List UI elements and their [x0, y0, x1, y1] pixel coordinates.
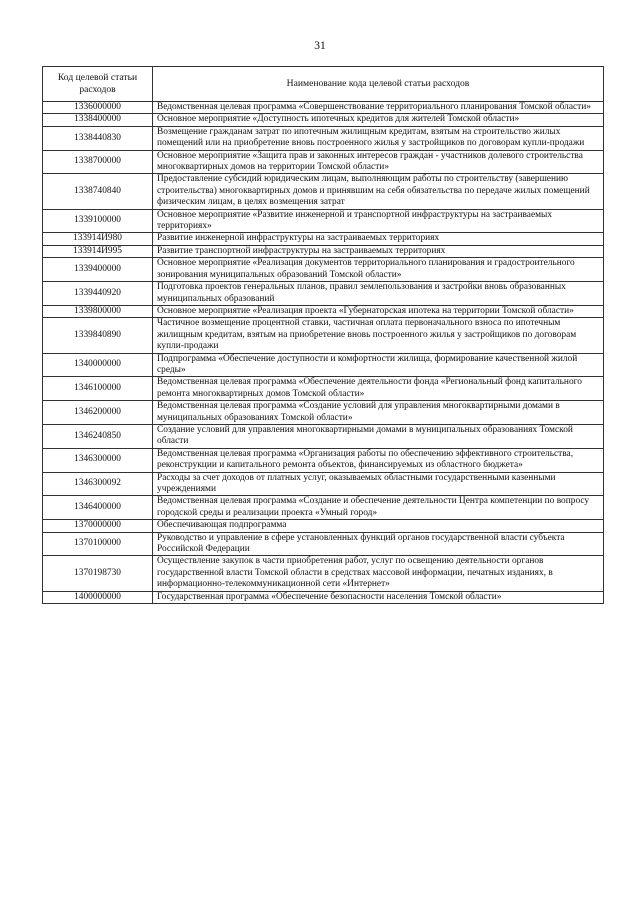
row-code: 1370198730 [43, 556, 153, 591]
row-name: Обеспечивающая подпрограмма [153, 520, 604, 532]
row-code: 1339440920 [43, 282, 153, 306]
table-row [43, 114, 604, 126]
row-name: Ведомственная целевая программа «Создание условий для управления многоквартирными домами в муниципальных образованиях Томской области» [153, 401, 604, 425]
target-expense-codes-table [42, 66, 604, 604]
row-name: Основное мероприятие «Защита прав и законных интересов граждан - участников долевого строительства многоквартирных домов на территории Томской области» [153, 150, 604, 174]
table-row [43, 209, 604, 233]
row-code: 1340000000 [43, 353, 153, 377]
row-code: 1339100000 [43, 209, 153, 233]
row-code: 1338700000 [43, 150, 153, 174]
row-name: Основное мероприятие «Развитие инженерной и транспортной инфраструктуры на застраиваемых территориях» [153, 209, 604, 233]
table-row [43, 305, 604, 317]
row-code: 133914И995 [43, 245, 153, 257]
table-row [43, 318, 604, 353]
row-name: Предоставление субсидий юридическим лицам, выполняющим работы по строительству (завершению строительства) многоквартирных домов и принявшим на себя обязательства по передаче жилых помещений физическим лицам, в целях возмещения затрат [153, 174, 604, 209]
table-row [43, 282, 604, 306]
row-name: Расходы за счет доходов от платных услуг, оказываемых областными государственными казенными учреждениями [153, 472, 604, 496]
row-code: 1338740840 [43, 174, 153, 209]
table-row [43, 258, 604, 282]
row-name: Частичное возмещение процентной ставки, частичная оплата первоначального взноса по ипотечным жилищным кредитам, взятым на приобретение вновь построенного жилья у застройщиков по договорам купли-продажи [153, 318, 604, 353]
table-row [43, 102, 604, 114]
table-row [43, 424, 604, 448]
row-code: 1370100000 [43, 532, 153, 556]
row-code: 133914И980 [43, 233, 153, 245]
row-code: 1336000000 [43, 102, 153, 114]
row-code: 1346400000 [43, 496, 153, 520]
table-row [43, 448, 604, 472]
row-name: Основное мероприятие «Реализация проекта «Губернаторская ипотека на территории Томской области» [153, 305, 604, 317]
header-name: Наименование кода целевой статьи расходов [153, 67, 604, 102]
row-code: 1370000000 [43, 520, 153, 532]
row-name: Подготовка проектов генеральных планов, правил землепользования и застройки вновь образованных муниципальных образований [153, 282, 604, 306]
row-code: 1346100000 [43, 377, 153, 401]
page-number: 31 [314, 40, 326, 52]
table-row [43, 591, 604, 603]
row-name: Возмещение гражданам затрат по ипотечным жилищным кредитам, взятым на строительство жилых помещений или на приобретение вновь построенного жилья у застройщиков по договорам купли-продажи [153, 126, 604, 150]
row-name: Основное мероприятие «Реализация документов территориального планирования и градостроительного зонирования муниципальных образований Томской области» [153, 258, 604, 282]
row-code: 1346240850 [43, 424, 153, 448]
header-code: Код целевой статьи расходов [43, 67, 153, 102]
row-name: Государственная программа «Обеспечение безопасности населения Томской области» [153, 591, 604, 603]
row-code: 1400000000 [43, 591, 153, 603]
table-row [43, 126, 604, 150]
row-name: Осуществление закупок в части приобретения работ, услуг по освещению деятельности органов государственной власти Томской области в средствах массовой информации, печатных изданиях, в информационно-телекоммуникационной сети «Интернет» [153, 556, 604, 591]
row-name: Подпрограмма «Обеспечение доступности и комфортности жилища, формирование качественной жилой среды» [153, 353, 604, 377]
row-name: Создание условий для управления многоквартирными домами в муниципальных образованиях Томской области [153, 424, 604, 448]
row-name: Развитие инженерной инфраструктуры на застраиваемых территориях [153, 233, 604, 245]
row-name: Ведомственная целевая программа «Создание и обеспечение деятельности Центра компетенции по вопросу городской среды и реализации проекта «Умный город» [153, 496, 604, 520]
row-code: 1346200000 [43, 401, 153, 425]
row-code: 1338400000 [43, 114, 153, 126]
table-row [43, 353, 604, 377]
table-row [43, 556, 604, 591]
table-row [43, 150, 604, 174]
table-row [43, 377, 604, 401]
table-row [43, 174, 604, 209]
row-code: 1339800000 [43, 305, 153, 317]
table-row [43, 532, 604, 556]
row-code: 1339400000 [43, 258, 153, 282]
row-name: Развитие транспортной инфраструктуры на застраиваемых территориях [153, 245, 604, 257]
table-row [43, 520, 604, 532]
row-name: Руководство и управление в сфере установленных функций органов государственной власти субъекта Российской Федерации [153, 532, 604, 556]
table-row [43, 245, 604, 257]
table-header-row [43, 67, 604, 102]
row-code: 1338440830 [43, 126, 153, 150]
row-code: 1339840890 [43, 318, 153, 353]
row-name: Ведомственная целевая программа «Обеспечение деятельности фонда «Региональный фонд капитального ремонта многоквартирных домов Томской области» [153, 377, 604, 401]
row-name: Ведомственная целевая программа «Совершенствование территориального планирования Томской области» [153, 102, 604, 114]
table-row [43, 496, 604, 520]
table-row [43, 401, 604, 425]
row-code: 1346300000 [43, 448, 153, 472]
table-row [43, 233, 604, 245]
table-row [43, 472, 604, 496]
row-name: Ведомственная целевая программа «Организация работы по обеспечению эффективного строительства, реконструкции и капитального ремонта объектов, финансируемых из областного бюджета» [153, 448, 604, 472]
row-code: 1346300092 [43, 472, 153, 496]
row-name: Основное мероприятие «Доступность ипотечных кредитов для жителей Томской области» [153, 114, 604, 126]
